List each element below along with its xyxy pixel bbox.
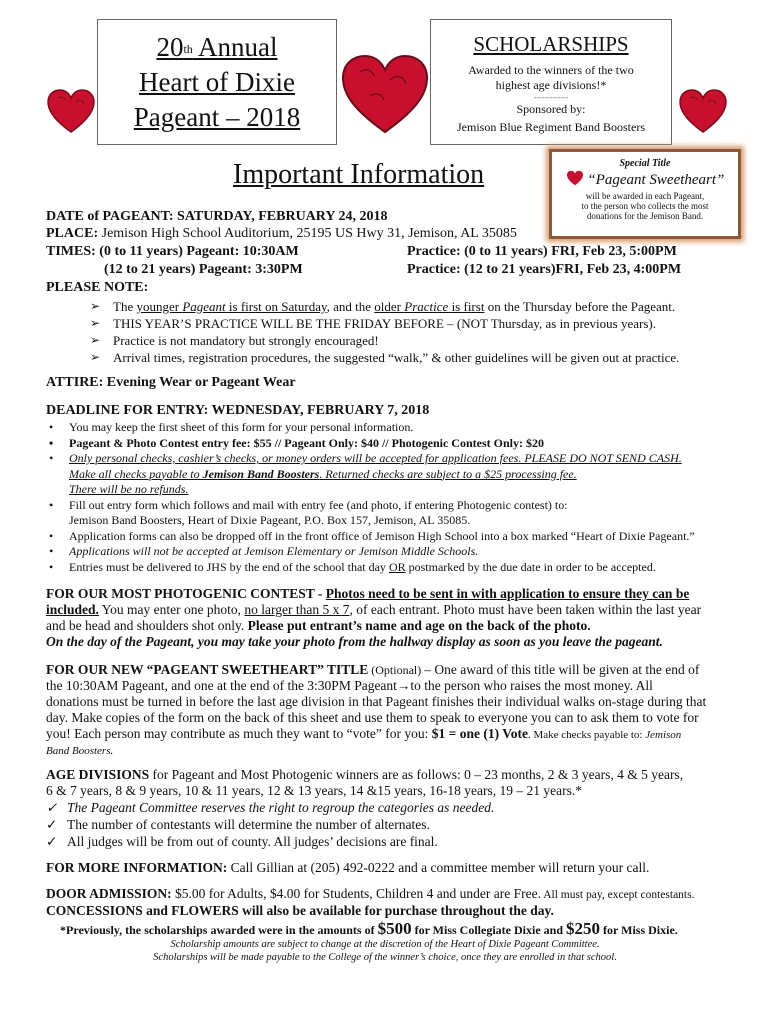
previously-amount-2: $250 <box>566 919 601 938</box>
special-title-name-row <box>552 170 738 189</box>
entry-text: OR <box>388 559 406 574</box>
scholarships-awarded-1: Awarded to the winners of the two <box>468 63 634 77</box>
more-info-label: FOR MORE INFORMATION: <box>46 860 228 875</box>
entry-item: • Application forms can also be dropped off in the front office of Jemison High School into a box marked “Heart of Dixie Pageant.” <box>46 529 746 545</box>
photogenic-text: On the day of the Pageant, you may take your photo from the hallway display as soon as you leave the pageant. <box>46 634 663 649</box>
check-item: ✓ The number of contestants will determine the number of alternates. <box>46 816 746 833</box>
scholarships-divider: ------------- <box>533 93 569 102</box>
note-text: Practice <box>404 299 449 314</box>
note-text: The <box>113 299 137 314</box>
door-small: All must pay, except contestants. <box>540 889 695 901</box>
sweetheart-text: (Optional) <box>368 663 425 677</box>
entry-item <box>46 498 746 529</box>
attire: ATTIRE: Evening Wear or Pageant Wear <box>46 375 296 390</box>
photogenic-text: , of each entrant. Photo must have been taken within the last year <box>349 602 702 617</box>
door-text: $5.00 for Adults, $4.00 for Students, Children 4 and under are Free. <box>171 886 541 901</box>
special-title-label: Special Title <box>619 158 671 169</box>
photogenic-text: You may enter one photo, <box>98 602 245 617</box>
place-line <box>46 226 517 242</box>
note-item: ➢ Practice is not mandatory but strongly encouraged! <box>90 332 750 349</box>
sweetheart-section <box>46 662 746 759</box>
note-text: is first <box>448 299 485 314</box>
photogenic-text: no larger than 5 x 7 <box>244 602 350 617</box>
times-line-1: TIMES: (0 to 11 years) Pageant: 10:30AM <box>46 244 299 259</box>
sweetheart-text: Band Boosters. <box>46 745 114 757</box>
date-of-pageant: DATE of PAGEANT: SATURDAY, FEBRUARY 24, 2018 <box>46 209 388 224</box>
sweetheart-text: donations must be turned in before the last age division in that Pageant finishes their individual walks on-stage during that <box>46 694 707 709</box>
special-title-box <box>549 149 741 239</box>
title-line-3: Pageant – 2018 <box>133 102 301 132</box>
note-text: Pageant <box>182 299 226 314</box>
entry-text: There will be no refunds. <box>69 482 189 496</box>
entry-text: Jemison Band Boosters, Heart of Dixie Pageant, P.O. Box 157, Jemison, AL 35085. <box>69 513 471 527</box>
photogenic-text: Photos need to be sent in with application to ensure they can be <box>325 586 690 601</box>
previously-text: for Miss Collegiate Dixie and <box>411 923 567 937</box>
previously-text: *Previously, the scholarships awarded were in the amounts of <box>60 923 378 937</box>
special-title-desc-1: will be awarded in each Pageant, <box>585 191 705 201</box>
check-item: ✓ All judges will be from out of county. All judges’ decisions are final. <box>46 833 746 850</box>
note-text: younger <box>136 299 183 314</box>
door-admission <box>46 886 694 902</box>
place-value: Jemison High School Auditorium, 25195 US Hwy 31, Jemison, AL 35085 <box>98 226 517 241</box>
scholarships-awarded-2: highest age divisions!* <box>495 78 607 92</box>
age-divisions-section <box>46 767 746 799</box>
scholarships-box <box>430 19 672 145</box>
place-label: PLACE: <box>46 226 99 241</box>
photogenic-text: FOR OUR MOST PHOTOGENIC CONTEST - <box>46 586 326 601</box>
entry-list <box>46 420 746 575</box>
special-title-desc-3: donations for the Jemison Band. <box>586 211 704 221</box>
footnote-1: Scholarship amounts are subject to change at the discretion of the Heart of Dixie Pageant Committee. <box>170 939 600 950</box>
previously-line <box>60 919 678 939</box>
title-line-2: Heart of Dixie <box>139 67 295 97</box>
notes-list <box>90 298 750 366</box>
concessions: CONCESSIONS and FLOWERS will also be available for purchase throughout the day. <box>46 903 554 918</box>
sweetheart-text: FOR OUR NEW “PAGEANT SWEETHEART” TITLE <box>46 662 369 677</box>
entry-item <box>46 560 746 576</box>
photogenic-text: included. <box>46 602 99 617</box>
previously-text: for Miss Dixie. <box>600 923 678 937</box>
door-label: DOOR ADMISSION: <box>46 886 172 901</box>
special-title-name: “Pageant Sweetheart” <box>587 172 725 188</box>
more-information <box>46 860 649 876</box>
entry-item: • You may keep the first sheet of this form for your personal information. <box>46 420 746 436</box>
age-notes-list <box>46 799 746 850</box>
note-item: ➢ Arrival times, registration procedures, the suggested “walk,” & other guidelines will be given out at practice. <box>90 349 750 366</box>
sweetheart-text: – One award of this title will be given at the end of <box>424 662 700 677</box>
pageant-title <box>98 30 336 135</box>
entry-text: Jemison Band Boosters <box>202 466 320 481</box>
heart-right-icon <box>678 88 728 134</box>
photogenic-section <box>46 586 746 650</box>
sweetheart-text: the 10:30AM Pageant, and one at the end of the 3:30PM Pageant→to the person who raises the most money. All <box>46 678 653 693</box>
entry-item <box>46 451 746 498</box>
important-information-heading: Important Information <box>233 159 485 190</box>
check-item: ✓ The Pageant Committee reserves the right to regroup the categories as needed. <box>46 799 746 816</box>
entry-text: Entries must be delivered to JHS by the end of the school that day <box>69 559 389 574</box>
small-heart-icon <box>566 170 584 186</box>
title-number: 20 <box>156 32 184 62</box>
title-word: Annual <box>192 32 278 62</box>
practice-line-2: Practice: (12 to 21 years)FRI, Feb 23, 4:00PM <box>407 262 682 277</box>
times-line-2: (12 to 21 years) Pageant: 3:30PM <box>104 262 303 277</box>
note-text: on the Thursday before the Pageant. <box>484 299 676 314</box>
photogenic-text: and be head and shoulders shot only. <box>46 618 248 633</box>
sweetheart-text: you! Each person may contribute as much they want to “vote” for you: <box>46 726 432 741</box>
heart-left-icon <box>46 88 96 134</box>
note-text: , and the <box>326 299 375 314</box>
age-text: 6 & 7 years, 8 & 9 years, 10 & 11 years, 12 & 13 years, 14 &15 years, 16-18 years, 19 – 21 years.* <box>46 783 583 798</box>
note-text: is first on Saturday <box>225 299 327 314</box>
scholarships-heading: SCHOLARSHIPS <box>473 32 629 56</box>
footnote-2: Scholarships will be made payable to the College of the winner’s choice, once they are enrolled in that school. <box>153 952 617 963</box>
entry-item: • Pageant & Photo Contest entry fee: $55 // Pageant Only: $40 // Photogenic Contest Only: $20 <box>46 436 746 452</box>
entry-text: Make all checks payable to <box>69 466 203 481</box>
sweetheart-text: $1 = one (1) Vote <box>431 726 528 741</box>
age-text: AGE DIVISIONS <box>46 767 150 782</box>
practice-line-1: Practice: (0 to 11 years) FRI, Feb 23, 5:00PM <box>407 244 677 259</box>
entry-text: . Returned checks are subject to a $25 processing fee. <box>319 466 577 481</box>
sweetheart-text: . Make checks payable to: <box>527 729 646 741</box>
scholarships-sponsored: Sponsored by: <box>516 102 586 116</box>
note-item <box>90 298 750 315</box>
age-text: for Pageant and Most Photogenic winners are as follows: 0 – 23 months, 2 & 3 years, 4 & 5 years, <box>149 767 684 782</box>
special-title-desc-2: to the person who collects the most <box>581 201 709 211</box>
entry-item: • Applications will not be accepted at Jemison Elementary or Jemison Middle Schools. <box>46 544 746 560</box>
entry-text: Only personal checks, cashier’s checks, or money orders will be accepted for application fees. PLEASE DO NOT SEND CASH. <box>69 451 682 465</box>
heart-center-icon <box>340 52 430 134</box>
sweetheart-text: Jemison <box>645 729 682 741</box>
sweetheart-text: day. Make copies of the form on the back of this sheet and use them to speak to everyone you can to ask them to vote for <box>46 710 699 725</box>
photogenic-text: Please put entrant’s name and age on the back of the photo. <box>247 618 591 633</box>
entry-text: Fill out entry form which follows and mail with entry fee (and photo, if entering Photogenic contest) to: <box>69 497 568 512</box>
title-superscript: th <box>183 42 193 56</box>
more-info-text: Call Gillian at (205) 492-0222 and a committee member will return your call. <box>227 860 650 875</box>
deadline: DEADLINE FOR ENTRY: WEDNESDAY, FEBRUARY 7, 2018 <box>46 403 430 418</box>
note-item: ➢ THIS YEAR’S PRACTICE WILL BE THE FRIDAY BEFORE – (NOT Thursday, as in previous years). <box>90 315 750 332</box>
scholarships-sponsor: Jemison Blue Regiment Band Boosters <box>457 120 645 134</box>
note-text: older <box>374 299 405 314</box>
please-note: PLEASE NOTE: <box>46 280 149 295</box>
entry-text: postmarked by the due date in order to be accepted. <box>405 559 656 574</box>
title-box <box>97 19 337 145</box>
previously-amount-1: $500 <box>377 919 412 938</box>
